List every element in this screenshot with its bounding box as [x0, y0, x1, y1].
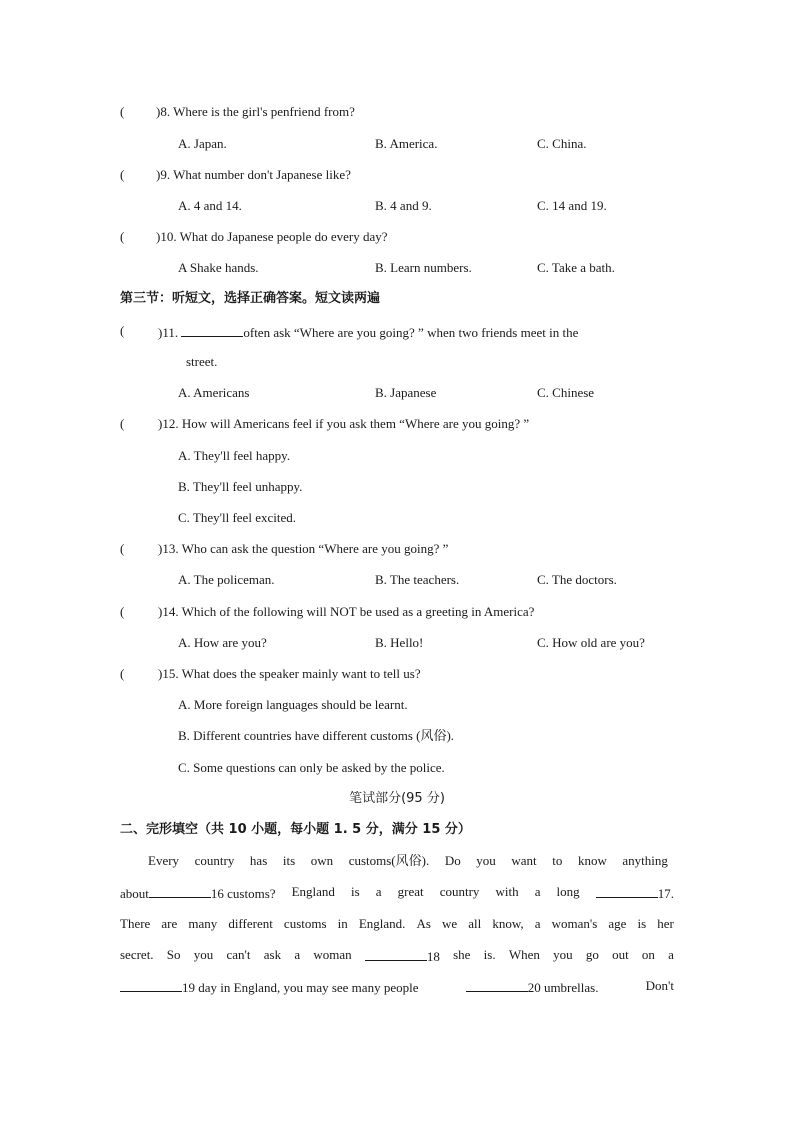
answer-paren-open: ( [120, 604, 125, 619]
answer-paren-open: ( [120, 167, 125, 182]
question-8 [120, 103, 124, 121]
answer-paren-open: ( [120, 229, 125, 244]
question-15 [158, 665, 421, 683]
answer-paren-open: ( [120, 104, 125, 119]
answer-paren-close: ) [156, 167, 161, 182]
answer-paren-close: ) [156, 104, 161, 119]
question-number: )15. [158, 666, 179, 681]
question-12 [158, 415, 529, 433]
answer-paren-open: ( [120, 323, 125, 338]
question-number: )12. [158, 416, 179, 431]
answer-paren-close: ) [156, 229, 161, 244]
option-c: C. The doctors. [537, 572, 617, 587]
option-a: A. They'll feel happy. [178, 448, 291, 463]
question-11 [158, 322, 578, 342]
question-13 [158, 540, 448, 558]
fill-blank [120, 977, 182, 992]
option-b: B. 4 and 9. [375, 198, 432, 213]
section-3-title: 第三节：听短文，选择正确答案。短文读两遍 [120, 291, 381, 306]
passage-line-2: about 16 customs? England is a great country with a long 17. [120, 884, 674, 901]
option-c: C. Take a bath. [537, 260, 615, 275]
option-a: A. Japan. [178, 136, 227, 151]
question-14 [158, 603, 534, 621]
option-b: B. Hello! [375, 635, 424, 650]
question-text: often ask “Where are you going? ” when two friends meet in the [243, 325, 579, 340]
passage-line-5: 19 day in England, you may see many people 20 umbrellas. Don't [120, 977, 674, 997]
question-text: Who can ask the question “Where are you going? ” [181, 541, 449, 556]
option-a: A. 4 and 14. [178, 198, 242, 213]
passage-line-4: secret. So you can't ask a woman 18 she is. When you go out on a [120, 947, 674, 964]
option-a: A Shake hands. [178, 260, 259, 275]
answer-paren-open: ( [120, 666, 125, 681]
written-part-title: 笔试部分(95 分) [349, 791, 445, 806]
option-c: C. Chinese [537, 385, 595, 400]
fill-blank [466, 977, 528, 992]
question-text: Which of the following will NOT be used as a greeting in America? [181, 604, 535, 619]
option-a: A. How are you? [178, 635, 267, 650]
question-text: How will Americans feel if you ask them “Where are you going? ” [181, 416, 530, 431]
answer-paren-open: ( [120, 416, 125, 431]
passage-line-1: Every country has its own customs(风俗). Do you want to know anything [148, 853, 668, 869]
option-b: B. Learn numbers. [375, 260, 472, 275]
option-a: A. The policeman. [178, 572, 275, 587]
option-c: C. 14 and 19. [537, 198, 607, 213]
question-10-text [156, 228, 388, 246]
fill-blank [181, 322, 243, 337]
option-c: C. How old are you? [537, 635, 645, 650]
option-c: C. China. [537, 136, 587, 151]
question-text: What does the speaker mainly want to tell us? [181, 666, 421, 681]
option-b: B. America. [375, 136, 438, 151]
fill-blank [149, 883, 211, 898]
question-9 [120, 166, 124, 184]
option-b: B. They'll feel unhappy. [178, 479, 303, 494]
question-number: 9. [160, 167, 171, 182]
question-number: 10. [160, 229, 177, 244]
section-2-title: 二、完形填空（共 10 小题，每小题 1. 5 分，满分 15 分） [120, 822, 471, 837]
answer-paren-open: ( [120, 541, 125, 556]
question-number: )14. [158, 604, 179, 619]
option-c: C. They'll feel excited. [178, 510, 296, 525]
question-10 [120, 228, 124, 246]
option-a: A. More foreign languages should be learnt. [178, 697, 408, 712]
question-number: )11. [158, 325, 179, 340]
question-number: 8. [160, 104, 171, 119]
option-a: A. Americans [178, 385, 250, 400]
question-11-continued: street. [186, 354, 218, 369]
question-8-text [156, 103, 355, 121]
option-b: B. Different countries have different customs (风俗). [178, 728, 455, 743]
question-text: What do Japanese people do every day? [179, 229, 388, 244]
question-text: What number don't Japanese like? [173, 167, 351, 182]
question-text: Where is the girl's penfriend from? [173, 104, 355, 119]
passage-line-3: There are many different customs in England. As we all know, a woman's age is her [120, 916, 674, 931]
fill-blank [365, 946, 427, 961]
option-c: C. Some questions can only be asked by the police. [178, 760, 445, 775]
question-9-text [156, 166, 351, 184]
option-b: B. The teachers. [375, 572, 460, 587]
fill-blank [596, 883, 658, 898]
option-b: B. Japanese [375, 385, 437, 400]
question-number: )13. [158, 541, 179, 556]
